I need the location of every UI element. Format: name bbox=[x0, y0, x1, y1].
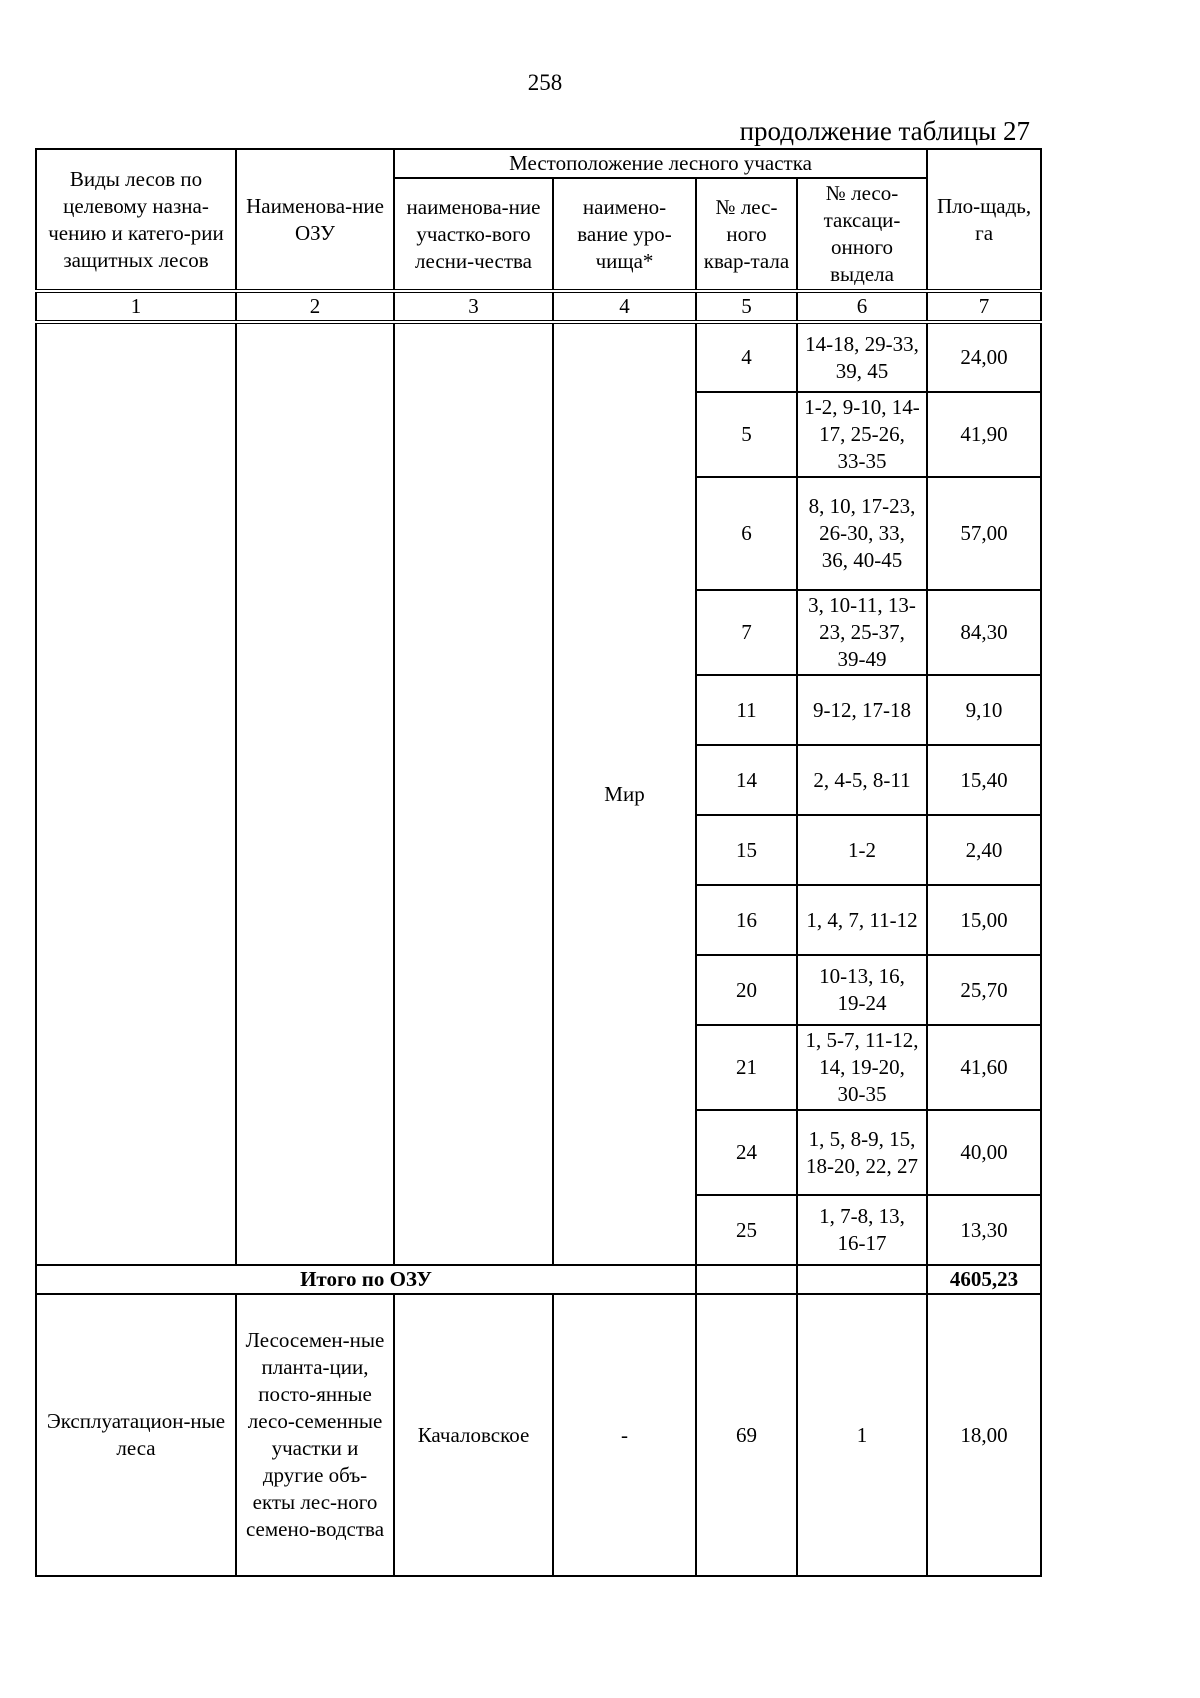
page-number: 258 bbox=[527, 70, 563, 95]
kvartal-cell: 24 bbox=[696, 1110, 797, 1195]
area-cell: 25,70 bbox=[927, 955, 1041, 1025]
header-district: наименова-ние участко-вого лесни-чества bbox=[394, 178, 553, 291]
area-cell: 13,30 bbox=[927, 1195, 1041, 1265]
header-ozu-name: Наименова-ние ОЗУ bbox=[236, 149, 394, 291]
forest-plots-table bbox=[35, 148, 1042, 1577]
forest-type-cell-empty bbox=[36, 322, 236, 1265]
kvartal-cell: 16 bbox=[696, 885, 797, 955]
area-cell: 57,00 bbox=[927, 477, 1041, 590]
area-cell: 9,10 bbox=[927, 675, 1041, 745]
kvartal-cell: 15 bbox=[696, 815, 797, 885]
kvartal-cell: 69 bbox=[696, 1294, 797, 1576]
vydel-cell: 10-13, 16, 19-24 bbox=[797, 955, 927, 1025]
district-cell: Качаловское bbox=[394, 1294, 553, 1576]
tract-cell: Мир bbox=[553, 322, 696, 1265]
vydel-cell: 1, 5-7, 11-12, 14, 19-20, 30-35 bbox=[797, 1025, 927, 1110]
total-area: 4605,23 bbox=[927, 1265, 1041, 1294]
exploitation-forest-row bbox=[36, 1294, 1041, 1576]
column-number: 7 bbox=[927, 291, 1041, 322]
header-location-group: Местоположение лесного участка bbox=[394, 149, 927, 178]
column-number: 1 bbox=[36, 291, 236, 322]
kvartal-cell: 4 bbox=[696, 322, 797, 392]
vydel-cell: 8, 10, 17-23, 26-30, 33, 36, 40-45 bbox=[797, 477, 927, 590]
table-continuation-caption: продолжение таблицы 27 bbox=[739, 116, 1030, 146]
area-cell: 41,90 bbox=[927, 392, 1041, 477]
vydel-cell: 1, 5, 8-9, 15, 18-20, 22, 27 bbox=[797, 1110, 927, 1195]
header-tract: наимено-вание уро-чища* bbox=[553, 178, 696, 291]
kvartal-cell: 25 bbox=[696, 1195, 797, 1265]
vydel-cell: 1, 4, 7, 11-12 bbox=[797, 885, 927, 955]
kvartal-cell: 7 bbox=[696, 590, 797, 675]
forest-type-cell: Эксплуатацион-ные леса bbox=[36, 1294, 236, 1576]
area-cell: 40,00 bbox=[927, 1110, 1041, 1195]
vydel-cell: 9-12, 17-18 bbox=[797, 675, 927, 745]
area-cell: 41,60 bbox=[927, 1025, 1041, 1110]
total-label: Итого по ОЗУ bbox=[36, 1265, 696, 1294]
vydel-cell: 1, 7-8, 13, 16-17 bbox=[797, 1195, 927, 1265]
kvartal-cell: 6 bbox=[696, 477, 797, 590]
ozu-name-cell-empty bbox=[236, 322, 394, 1265]
column-number: 3 bbox=[394, 291, 553, 322]
kvartal-cell: 21 bbox=[696, 1025, 797, 1110]
column-number-row bbox=[36, 291, 1041, 322]
area-cell: 15,40 bbox=[927, 745, 1041, 815]
vydel-cell: 1-2 bbox=[797, 815, 927, 885]
area-cell: 84,30 bbox=[927, 590, 1041, 675]
kvartal-cell: 5 bbox=[696, 392, 797, 477]
column-number: 6 bbox=[797, 291, 927, 322]
column-number: 4 bbox=[553, 291, 696, 322]
area-cell: 24,00 bbox=[927, 322, 1041, 392]
total-row bbox=[36, 1265, 1041, 1294]
vydel-cell: 1-2, 9-10, 14-17, 25-26, 33-35 bbox=[797, 392, 927, 477]
column-number: 2 bbox=[236, 291, 394, 322]
vydel-cell: 1 bbox=[797, 1294, 927, 1576]
header-area: Пло-щадь, га bbox=[927, 149, 1041, 291]
kvartal-cell: 14 bbox=[696, 745, 797, 815]
area-cell: 18,00 bbox=[927, 1294, 1041, 1576]
area-cell: 2,40 bbox=[927, 815, 1041, 885]
vydel-cell: 2, 4-5, 8-11 bbox=[797, 745, 927, 815]
vydel-cell: 14-18, 29-33, 39, 45 bbox=[797, 322, 927, 392]
kvartal-cell: 11 bbox=[696, 675, 797, 745]
kvartal-cell: 20 bbox=[696, 955, 797, 1025]
total-empty-cell bbox=[797, 1265, 927, 1294]
area-cell: 15,00 bbox=[927, 885, 1041, 955]
vydel-cell: 3, 10-11, 13-23, 25-37, 39-49 bbox=[797, 590, 927, 675]
district-cell-empty bbox=[394, 322, 553, 1265]
ozu-name-cell: Лесосемен-ные планта-ции, посто-янные лесо-семенные участки и другие объ-екты лес-ного семено-водства bbox=[236, 1294, 394, 1576]
header-forest-type: Виды лесов по целевому назна-чению и катего-рии защитных лесов bbox=[36, 149, 236, 291]
tract-cell: - bbox=[553, 1294, 696, 1576]
header-vydel: № лесо-таксаци-онного выдела bbox=[797, 178, 927, 291]
table-row bbox=[36, 322, 1041, 392]
column-number: 5 bbox=[696, 291, 797, 322]
header-kvartal: № лес-ного квар-тала bbox=[696, 178, 797, 291]
total-empty-cell bbox=[696, 1265, 797, 1294]
